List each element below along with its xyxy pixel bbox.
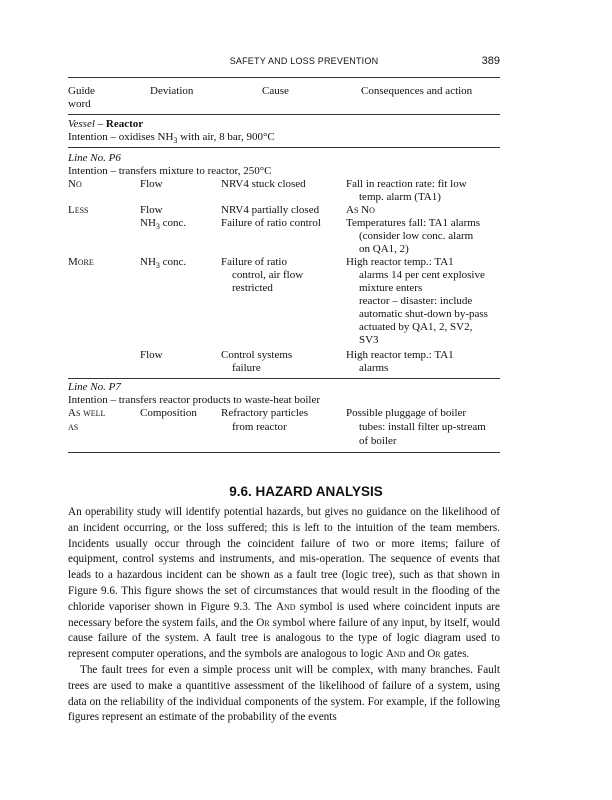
vessel-line	[68, 117, 143, 131]
body-text	[68, 505, 500, 726]
cons-line: SV3	[359, 334, 379, 346]
cause-line: from reactor	[232, 421, 287, 433]
deviation-flow: Flow	[140, 349, 163, 361]
cons-line: automatic shut-down by-pass	[359, 308, 488, 320]
table-bottom-rule	[68, 452, 500, 453]
cons-line: mixture enters	[359, 282, 423, 294]
deviation-nh3-conc: $NH_3$ conc.	[140, 256, 187, 271]
section-title: 9.6. HAZARD ANALYSIS	[229, 484, 383, 499]
cause-line: Failure of ratio	[221, 256, 287, 268]
line-p7-intention: Intention – transfers reactor products to waste-heat boiler	[68, 394, 320, 406]
running-head-title: SAFETY AND LOSS PREVENTION	[229, 56, 379, 66]
page-number: 389	[481, 55, 500, 67]
cause-line: control, air flow	[232, 269, 304, 281]
vessel-label: Vessel	[68, 118, 95, 130]
cons-line: on QA1, 2)	[359, 243, 409, 255]
cons-line: reactor – disaster: include	[359, 295, 473, 307]
line-p6-label: Line No. P6	[68, 152, 121, 164]
p6-rule	[68, 378, 500, 379]
guide-as-well-as-2: as	[68, 421, 79, 433]
cons-line: of boiler	[359, 435, 397, 447]
cons-line: (consider low conc. alarm	[359, 230, 474, 242]
deviation-flow: Flow	[140, 178, 163, 190]
deviation-flow: Flow	[140, 204, 163, 216]
guide-more: More	[68, 256, 94, 268]
paragraph-1: An operability study will identify potential hazards, but gives no guidance on the likelihood of an incident occurring, or the loss suffered; this is left to the intuition of the team members. Incidents usually occur through the coincident failure of two or more items; failure of equipment, control systems and instruments, and mis-operation. The sequence of events that leads to a hazardous incident can be shown as a fault tree (logic tree), such as that shown in Figure 9.6. This figure shows the set of circumstances that would result in the flooding of the chloride vaporiser shown in Figure 9.3. The And symbol is used where coincident inputs are necessary before the system fails, and the Or symbol where failure of any input, by itself, would cause failure of the system. A fault tree is analogous to the type of logic diagram used to represent computer operations, and the symbols are analogous to logic And and Or gates.	[68, 506, 500, 661]
header-guide-word-2: word	[68, 98, 91, 110]
cause-nrv4-stuck: NRV4 stuck closed	[221, 178, 306, 190]
cons-line: High reactor temp.: TA1	[346, 349, 454, 361]
cons-line: alarms 14 per cent explosive	[359, 269, 485, 281]
table-top-rule	[68, 77, 500, 78]
vessel-name: Reactor	[105, 118, 144, 130]
guide-as-well-as: As well	[68, 407, 106, 419]
deviation-composition: Composition	[140, 407, 197, 419]
header-guide-word-1: Guide	[68, 85, 95, 97]
cons-line: tubes: install filter up-stream	[359, 421, 486, 433]
cause-nrv4-partial: NRV4 partially closed	[221, 204, 320, 216]
guide-less: Less	[68, 204, 89, 216]
guide-no: No	[68, 178, 82, 190]
line-p6-intention: Intention – transfers mixture to reactor, 250°C	[68, 165, 272, 177]
paragraph-2: The fault trees for even a simple process unit will be complex, with many branches. Fault trees are used to make a quantitive assessment of the likelihood of failure of a system, using data on the reliability of the individual components of the system. For example, if the following figures represent an estimate of the probability of the events	[68, 663, 500, 724]
cons-line: actuated by QA1, 2, SV2,	[359, 321, 473, 333]
cons-line: High reactor temp.: TA1	[346, 256, 454, 268]
header-rule	[68, 114, 500, 115]
cons-line: Fall in reaction rate: fit low	[346, 178, 467, 190]
cause-line: Refractory particles	[221, 407, 309, 419]
header-consequences: Consequences and action	[361, 85, 473, 97]
line-p7-label: Line No. P7	[68, 381, 121, 393]
header-deviation: Deviation	[150, 85, 194, 97]
vessel-dash: –	[94, 118, 106, 130]
header-cause: Cause	[262, 85, 289, 97]
vessel-rule	[68, 147, 500, 148]
cons-line: temp. alarm (TA1)	[359, 191, 441, 203]
cause-line: failure	[232, 362, 261, 374]
deviation-nh3-conc: $NH_3$ conc.	[140, 217, 187, 232]
cause-line: restricted	[232, 282, 273, 294]
vessel-intention: Intention – oxidises $NH_3$ with air, 8 bar, 900°C	[68, 131, 275, 146]
cons-line: alarms	[359, 362, 389, 374]
cons-line: As No	[346, 204, 375, 216]
cause-ratio-control: Failure of ratio control	[221, 217, 321, 229]
cause-line: Control systems	[221, 349, 293, 361]
cons-line: Possible pluggage of boiler	[346, 407, 467, 419]
cons-line: Temperatures fall: TA1 alarms	[346, 217, 481, 229]
